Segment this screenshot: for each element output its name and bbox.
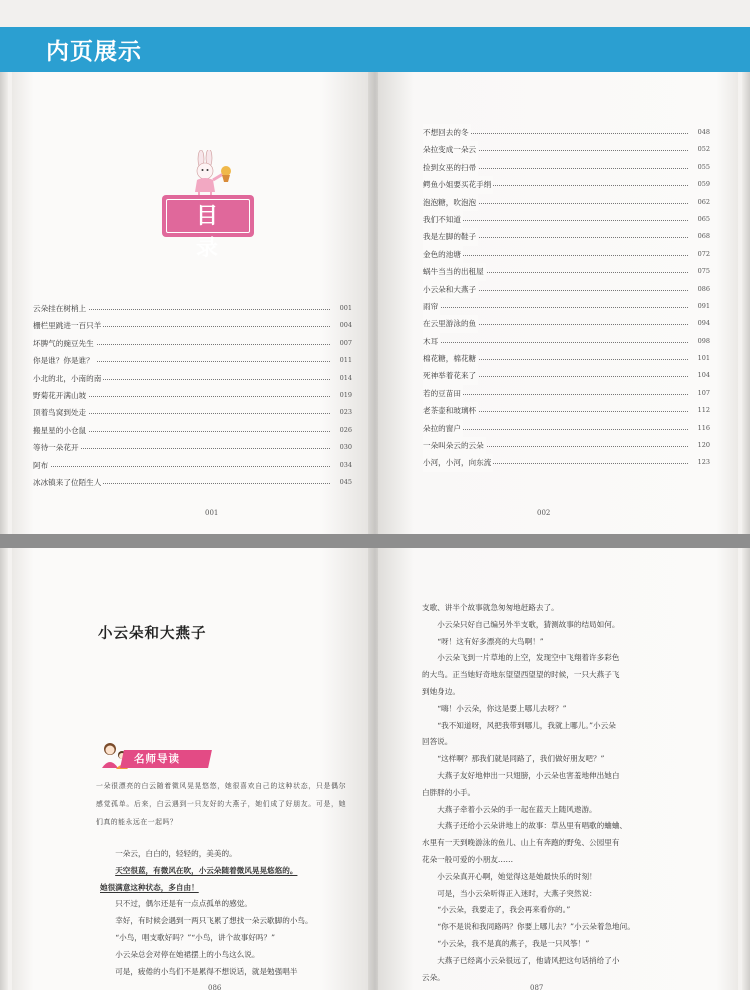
story-line: 天空很蓝，有微风在吹，小云朵随着微风晃晃悠悠的。 [115,865,298,875]
page-number: 002 [537,509,551,517]
toc-entry [33,439,352,456]
book-edge-left [0,72,8,534]
story-spread [0,548,750,990]
header-title: 内页展示 [46,39,142,65]
toc-entry [33,300,352,317]
teacher-guide-text: 一朵很漂亮的白云随着微风晃晃悠悠，她很喜欢自己的这种状态，只是偶尔感觉孤单。后来，白云遇到一只友好的大燕子，她们成了好朋友。可是，她们真的能永远在一起吗？ [96,782,346,826]
book-edge-left [0,548,8,990]
toc-entry-title: 金色的池塘 [423,246,463,263]
toc-entry [423,211,710,228]
story-body-right [422,600,710,986]
toc-entry [33,370,352,387]
toc-entry-title: 若的豆苗田 [423,385,463,402]
toc-entry-page: 030 [339,443,352,452]
toc-entry-page: 107 [697,388,710,397]
story-line: 一朵云，白白的，轻轻的，美美的。 [115,849,237,858]
story-line: “小云朵，我不是真的燕子，我是一只风筝！” [437,938,590,948]
toc-entry-page: 098 [697,336,710,345]
toc-entry-page: 026 [339,425,352,434]
toc-entry-title: 搬星星的小仓鼠 [33,422,88,439]
toc-entry [33,474,352,491]
story-line: 到她身边。 [422,686,460,696]
toc-entry-title: 云朵挂在树梢上 [33,300,88,317]
toc-entry [33,387,352,404]
story-line: 幸好，有时候会遇到一两只飞累了想找一朵云歇脚的小鸟。 [115,916,313,926]
toc-entry-page: 019 [339,390,352,399]
book-edge-right [742,548,750,990]
story-line: 小云朵只好自己编另外半支歌，猜测故事的结局如何。 [437,619,620,629]
toc-entry-page: 094 [697,319,710,328]
story-page-left [12,548,372,990]
toc-entry [423,385,710,402]
toc-entry-title: 在云里游泳的鱼 [423,315,478,332]
page-number: 086 [208,984,222,990]
toc-entry [423,228,710,245]
story-line: “嗨！小云朵，你这是要上哪儿去呀？” [437,703,567,713]
story-title: 小云朵和大燕子 [98,625,207,642]
toc-entry [423,402,710,419]
story-line: “小云朵，我要走了，我会再来看你的。” [437,905,571,915]
toc-entry-page: 004 [339,321,352,330]
toc-entry-title: 朵拉的窗户 [423,420,463,437]
toc-entry-title: 一朵叫朵云的云朵 [423,437,486,454]
toc-entry-page: 091 [697,301,710,310]
toc-entry-title: 我是左脚的鞋子 [423,228,478,245]
toc-entry-page: 123 [697,458,710,467]
page-number: 087 [530,984,544,990]
toc-entry-title: 小云朵和大燕子 [423,281,478,298]
story-line: “你不是说和我同路吗？你要上哪儿去？”小云朵着急地问。 [437,922,635,932]
toc-entry-page: 068 [697,232,710,241]
toc-entry-title: 木耳 [423,333,440,350]
toc-entry [423,367,710,384]
toc-entry-title: 小北的北，小南的南 [33,370,103,387]
toc-entry-page: 104 [697,371,710,380]
toc-entry-title: 雨帘 [423,298,440,315]
toc-entry [423,454,710,471]
story-line: 小云朵真开心啊，她觉得这是她最快乐的时刻！ [437,871,597,881]
story-page-right [378,548,738,990]
story-line: 大燕子已经离小云朵很远了，他请风把这句话捎给了小 [437,955,620,965]
toc-leader-dots [423,342,688,343]
toc-entry [33,352,352,369]
toc-entry-title: 小河，小河，向东流 [423,454,493,471]
toc-entry-page: 112 [697,406,710,415]
story-line: 支歌、讲半个故事就急匆匆地赶路去了。 [422,603,559,612]
toc-entry-page: 034 [339,460,352,469]
story-line: 只不过，偶尔还是有一点点孤单的感觉。 [115,899,252,909]
toc-entry-title: 棉花糖，棉花糖 [423,350,478,367]
toc-heading: 目 录 [166,199,250,233]
badge-label: 名师导读 [134,753,180,765]
story-line: 花朵一般可爱的小朋友…… [422,854,514,864]
story-line: “呀！这有好多漂亮的大鸟啊！” [437,636,544,646]
toc-entry-title: 冰冰镇来了位陌生人 [33,474,103,491]
toc-entry-page: 062 [697,197,710,206]
toc-entry-page: 055 [697,162,710,171]
toc-page-right [378,72,738,534]
toc-entry-title: 死神举着花来了 [423,367,478,384]
toc-entry [423,159,710,176]
toc-entry-page: 001 [339,304,352,312]
toc-entry [33,457,352,474]
teacher-guide-badge [94,740,214,770]
toc-entry-page: 101 [697,354,710,363]
story-line: 大燕子友好地伸出一只翅膀，小云朵也害羞地伸出她白 [437,770,620,780]
toc-entry-page: 075 [697,267,710,276]
toc-spread [0,72,750,534]
toc-entry-page: 086 [697,284,710,293]
spread-divider [0,534,750,548]
toc-entry-title: 栅栏里跳进一百只羊 [33,317,103,334]
bunny-illustration [187,150,239,198]
toc-entry-title: 捡到女巫的扫帚 [423,159,478,176]
toc-entry-title: 泡泡糖，吹泡泡 [423,194,478,211]
story-line: 的大鸟。正当她好奇地东望望西望望的时候，一只大燕子飞 [422,670,620,680]
toc-entry-page: 052 [697,145,710,154]
toc-entry [423,263,710,280]
toc-entry-page: 065 [697,214,710,223]
toc-entry [423,141,710,158]
story-line: 可是，疲倦的小鸟们不是累得不想说话，就是勉强唱半 [115,966,298,976]
toc-entry-page: 048 [697,128,710,136]
toc-entry-page: 059 [697,180,710,189]
toc-leader-dots [33,466,330,467]
header-banner [0,27,750,72]
story-line: 她很满意这种状态，多自由！ [100,882,199,892]
toc-entry [33,404,352,421]
story-line: 大燕子还给小云朵讲地上的故事：草丛里有唱歌的蛐蛐、 [437,821,628,831]
toc-entry [33,422,352,439]
toc-entry-title: 等待一朵花开 [33,439,81,456]
toc-entry [423,176,710,193]
toc-entry-title: 野菊花开满山坡 [33,387,88,404]
toc-entry [33,335,352,352]
toc-entry [33,317,352,334]
story-line: 水里有一天到晚游泳的鱼儿、山上有奔跑的野兔、公园里有 [422,838,620,848]
story-line: 云朵。 [422,972,445,982]
toc-entry-page: 072 [697,249,710,258]
toc-entry-title: 蜗牛当当的出租屋 [423,263,486,280]
toc-entry-title: 老茶壶和玻璃杯 [423,402,478,419]
story-line: 可是，当小云朵听得正入迷时，大燕子突然说： [437,888,597,898]
toc-entry-page: 007 [339,338,352,347]
toc-entry [423,298,710,315]
toc-entry [423,420,710,437]
story-line: 大燕子牵着小云朵的手一起在蓝天上随风遨游。 [437,804,597,814]
toc-entry-title: 我们不知道 [423,211,463,228]
toc-entry-title: 顶着鸟窝到处走 [33,404,88,421]
story-line: 小云朵飞到一片草地的上空，发现空中飞翔着许多彩色 [437,653,620,663]
toc-leader-dots [423,307,688,308]
story-line: 小云朵总会对停在她裙摆上的小鸟这么说。 [115,949,260,959]
toc-entry [423,437,710,454]
toc-entry [423,315,710,332]
book-edge-right [742,72,750,534]
page-number: 001 [205,509,219,517]
toc-entry-title: 鳄鱼小姐要买花手绢 [423,176,493,193]
toc-entry [423,281,710,298]
story-line: “小鸟，唱支歌好吗？”“小鸟，讲个故事好吗？” [115,932,275,942]
toc-entry-title: 你是谁？你是谁？ [33,352,96,369]
toc-entry-title: 阿布 [33,457,50,474]
toc-entry-page: 120 [697,441,710,450]
story-line: 白胖胖的小手。 [422,787,476,797]
toc-entry-page: 045 [339,477,352,486]
toc-entry [423,194,710,211]
story-line: “这样啊？那我们就是同路了，我们做好朋友吧？” [437,754,605,764]
toc-page-left [12,72,372,534]
toc-entry-title: 坏脾气的豌豆先生 [33,335,96,352]
toc-list-right [423,124,710,472]
story-line: 回答说。 [422,737,453,747]
story-line: “我不知道呀，风把我带到哪儿，我就上哪儿。”小云朵 [437,720,616,730]
toc-entry-page: 014 [339,373,352,382]
toc-entry-page: 011 [339,356,352,365]
toc-entry [423,246,710,263]
toc-entry-title: 不想回去的冬 [423,124,471,141]
toc-entry [423,350,710,367]
toc-entry-page: 116 [697,423,710,432]
toc-entry [423,333,710,350]
toc-entry-page: 023 [339,408,352,417]
toc-heading-box [162,195,254,261]
toc-list-left [33,300,352,491]
story-body-left [100,846,352,980]
toc-entry-title: 朵拉变成一朵云 [423,141,478,158]
toc-entry [423,124,710,141]
